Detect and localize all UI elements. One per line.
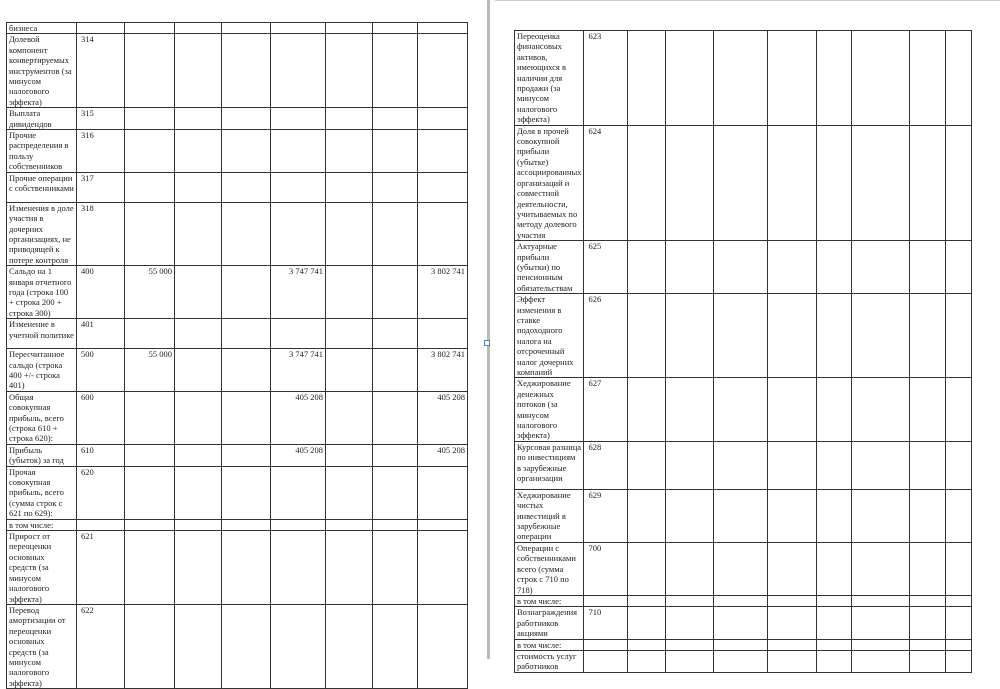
empty-cell: [714, 125, 768, 240]
empty-cell: [946, 125, 972, 240]
table-row: [7, 108, 468, 130]
empty-cell: [714, 489, 768, 542]
cell-col6: [373, 202, 418, 265]
cell-col5: [326, 466, 373, 519]
empty-cell: [666, 125, 714, 240]
document-page-right: [490, 0, 1000, 672]
empty-cell: [222, 23, 271, 34]
empty-cell: [910, 650, 946, 672]
table-row: [515, 241, 972, 294]
row-label: Доля в прочей совокупной прибыли (убытке) ассоциированных организаций и совместной деятельности, учитываемых по методу долевого участия: [515, 125, 584, 240]
row-code: 400: [77, 266, 125, 319]
empty-cell: [946, 489, 972, 542]
cell-retained-earnings: [271, 202, 326, 265]
cell-col3: [222, 202, 271, 265]
row-label: Хеджирование чистых инвестиций в зарубежные операции: [515, 489, 584, 542]
table-row: [7, 604, 468, 688]
empty-cell: [628, 595, 666, 606]
empty-cell: [817, 650, 852, 672]
empty-cell: [946, 650, 972, 672]
row-code: 627: [584, 378, 628, 441]
empty-cell: [852, 378, 910, 441]
row-code: 318: [77, 202, 125, 265]
empty-cell: [817, 294, 852, 378]
table-row: [515, 294, 972, 378]
table-row: [7, 349, 468, 392]
page-top-edge: [495, 0, 1000, 1]
cell-col2: [175, 130, 222, 173]
empty-cell: [817, 441, 852, 489]
empty-cell: [768, 31, 817, 126]
empty-cell: [946, 441, 972, 489]
cell-col3: [222, 130, 271, 173]
empty-cell: [768, 125, 817, 240]
cell-total: 3 802 741: [418, 349, 468, 392]
cell-total: [418, 319, 468, 349]
table-row: [7, 266, 468, 319]
cell-col6: [373, 349, 418, 392]
empty-cell: [666, 241, 714, 294]
cell-retained-earnings: [271, 466, 326, 519]
cell-total: [418, 202, 468, 265]
empty-cell: [910, 595, 946, 606]
empty-cell: [714, 31, 768, 126]
cell-col3: [222, 391, 271, 444]
empty-cell: [817, 378, 852, 441]
row-code: 621: [77, 531, 125, 605]
cell-col2: [175, 604, 222, 688]
cell-share-capital: [125, 466, 175, 519]
empty-cell: [852, 294, 910, 378]
cell-col5: [326, 202, 373, 265]
cell-col2: [175, 266, 222, 319]
empty-cell: [666, 294, 714, 378]
table-row: [7, 172, 468, 202]
cell-col6: [373, 108, 418, 130]
cell-total: [418, 130, 468, 173]
cell-col6: [373, 130, 418, 173]
cell-share-capital: 55 000: [125, 266, 175, 319]
row-label: Курсовая разница по инвестициям в зарубежные организации: [515, 441, 584, 489]
row-code: 401: [77, 319, 125, 349]
row-label: Операции с собственниками всего (сумма строк с 710 по 718): [515, 542, 584, 595]
table-row: [515, 125, 972, 240]
empty-cell: [910, 489, 946, 542]
row-label: Эффект изменения в ставке подоходного налога на отсроченный налог дочерних компаний: [515, 294, 584, 378]
table-row: [7, 444, 468, 466]
row-label: Изменение в учетной политике: [7, 319, 77, 349]
cell-col5: [326, 266, 373, 319]
cell-retained-earnings: 405 208: [271, 444, 326, 466]
row-label: Пересчитанное сальдо (строка 400 +/- строка 401): [7, 349, 77, 392]
cell-total: 405 208: [418, 391, 468, 444]
empty-cell: [852, 125, 910, 240]
cell-share-capital: [125, 391, 175, 444]
cell-col3: [222, 531, 271, 605]
empty-cell: [768, 441, 817, 489]
table-row: [7, 531, 468, 605]
table-row: [7, 23, 468, 34]
cell-col3: [222, 444, 271, 466]
row-code: 314: [77, 34, 125, 108]
row-label: Хеджирование денежных потоков (за минусом налогового эффекта): [515, 378, 584, 441]
row-code: 625: [584, 241, 628, 294]
table-row: [515, 595, 972, 606]
table-row: [515, 31, 972, 126]
cell-col5: [326, 531, 373, 605]
empty-cell: [910, 607, 946, 639]
cell-total: [418, 519, 468, 530]
table-row: [7, 34, 468, 108]
empty-cell: [852, 542, 910, 595]
cell-col3: [222, 349, 271, 392]
empty-cell: [768, 294, 817, 378]
table-row: [7, 519, 468, 530]
empty-cell: [768, 639, 817, 650]
empty-cell: [714, 542, 768, 595]
empty-cell: [714, 595, 768, 606]
empty-cell: [946, 378, 972, 441]
cell-total: [418, 108, 468, 130]
table-row: [515, 639, 972, 650]
cell-col3: [222, 108, 271, 130]
row-code: 622: [77, 604, 125, 688]
empty-cell: [714, 639, 768, 650]
empty-cell: [946, 607, 972, 639]
cell-col6: [373, 172, 418, 202]
cell-col5: [326, 519, 373, 530]
row-code: 710: [584, 607, 628, 639]
cell-retained-earnings: [271, 172, 326, 202]
empty-cell: [666, 31, 714, 126]
empty-cell: [628, 241, 666, 294]
row-code: 624: [584, 125, 628, 240]
cell-col6: [373, 34, 418, 108]
cell-col2: [175, 444, 222, 466]
cell-retained-earnings: [271, 34, 326, 108]
cell-retained-earnings: 405 208: [271, 391, 326, 444]
row-label: в том числе:: [7, 519, 77, 530]
empty-cell: [817, 607, 852, 639]
cell-retained-earnings: [271, 108, 326, 130]
empty-cell: [666, 595, 714, 606]
empty-cell: [852, 595, 910, 606]
row-label: Перевод амортизации от переоценки основных средств (за минусом налогового эффекта): [7, 604, 77, 688]
row-label: Прочие операции с собственниками: [7, 172, 77, 202]
empty-cell: [946, 241, 972, 294]
table-row: [515, 650, 972, 672]
row-label: Прибыль (убыток) за год: [7, 444, 77, 466]
row-code: 500: [77, 349, 125, 392]
cell-col2: [175, 34, 222, 108]
cell-col6: [373, 444, 418, 466]
row-label: в том числе:: [515, 639, 584, 650]
empty-cell: [852, 241, 910, 294]
row-label: Вознаграждения работников акциями: [515, 607, 584, 639]
empty-cell: [910, 31, 946, 126]
empty-cell: [666, 378, 714, 441]
empty-cell: [817, 125, 852, 240]
empty-cell: [910, 542, 946, 595]
empty-cell: [628, 542, 666, 595]
cell-share-capital: [125, 604, 175, 688]
empty-cell: [714, 607, 768, 639]
empty-cell: [910, 441, 946, 489]
empty-cell: [910, 294, 946, 378]
cell-col2: [175, 319, 222, 349]
empty-cell: [817, 595, 852, 606]
row-label: бизнеса: [7, 23, 77, 34]
empty-cell: [768, 241, 817, 294]
cell-col3: [222, 604, 271, 688]
cell-col6: [373, 391, 418, 444]
cell-col2: [175, 108, 222, 130]
empty-cell: [373, 23, 418, 34]
row-code: 315: [77, 108, 125, 130]
cell-col6: [373, 466, 418, 519]
cell-share-capital: [125, 519, 175, 530]
empty-cell: [714, 294, 768, 378]
cell-col5: [326, 604, 373, 688]
cell-total: [418, 531, 468, 605]
empty-cell: [714, 650, 768, 672]
row-code: 629: [584, 489, 628, 542]
row-label: Общая совокупная прибыль, всего (строка 610 + строка 620):: [7, 391, 77, 444]
table-row: [515, 607, 972, 639]
empty-cell: [714, 441, 768, 489]
cell-col5: [326, 130, 373, 173]
row-label: Прочие распределения в пользу собственников: [7, 130, 77, 173]
empty-cell: [628, 607, 666, 639]
cell-retained-earnings: [271, 519, 326, 530]
cell-total: 405 208: [418, 444, 468, 466]
cell-col3: [222, 266, 271, 319]
cell-total: [418, 172, 468, 202]
row-code: 623: [584, 31, 628, 126]
row-label: Выплата дивидендов: [7, 108, 77, 130]
table-row: [7, 202, 468, 265]
empty-cell: [628, 639, 666, 650]
table-row: [7, 466, 468, 519]
empty-cell: [175, 23, 222, 34]
row-code: [584, 650, 628, 672]
empty-cell: [418, 23, 468, 34]
row-label: Переоценка финансовых активов, имеющихся в наличии для продажи (за минусом налогового эффекта): [515, 31, 584, 126]
row-label: Прирост от переоценки основных средств (за минусом налогового эффекта): [7, 531, 77, 605]
empty-cell: [628, 31, 666, 126]
cell-share-capital: 55 000: [125, 349, 175, 392]
row-code: [584, 639, 628, 650]
cell-col3: [222, 466, 271, 519]
cell-share-capital: [125, 108, 175, 130]
empty-cell: [628, 378, 666, 441]
empty-cell: [817, 639, 852, 650]
empty-cell: [946, 31, 972, 126]
cell-col5: [326, 391, 373, 444]
row-code: 317: [77, 172, 125, 202]
empty-cell: [714, 378, 768, 441]
table-row: [7, 130, 468, 173]
empty-cell: [628, 441, 666, 489]
empty-cell: [768, 489, 817, 542]
table-row: [515, 489, 972, 542]
empty-cell: [326, 23, 373, 34]
row-code: [584, 595, 628, 606]
row-label: Сальдо на 1 января отчетного года (строка 100 + строка 200 + строка 300): [7, 266, 77, 319]
cell-col5: [326, 172, 373, 202]
cell-total: [418, 604, 468, 688]
empty-cell: [817, 542, 852, 595]
cell-share-capital: [125, 202, 175, 265]
cell-total: 3 802 741: [418, 266, 468, 319]
empty-cell: [817, 31, 852, 126]
row-code: 600: [77, 391, 125, 444]
empty-cell: [768, 607, 817, 639]
cell-retained-earnings: [271, 531, 326, 605]
empty-cell: [946, 542, 972, 595]
cell-retained-earnings: 3 747 741: [271, 349, 326, 392]
cell-col2: [175, 202, 222, 265]
empty-cell: [271, 23, 326, 34]
empty-cell: [768, 650, 817, 672]
cell-col6: [373, 319, 418, 349]
row-code: 626: [584, 294, 628, 378]
equity-changes-table-left: [6, 22, 468, 689]
cell-col5: [326, 34, 373, 108]
cell-col3: [222, 34, 271, 108]
empty-cell: [628, 125, 666, 240]
cell-col2: [175, 391, 222, 444]
empty-cell: [666, 542, 714, 595]
empty-cell: [852, 650, 910, 672]
row-code: 628: [584, 441, 628, 489]
cell-retained-earnings: [271, 319, 326, 349]
cell-share-capital: [125, 34, 175, 108]
empty-cell: [852, 639, 910, 650]
cell-col2: [175, 466, 222, 519]
cell-share-capital: [125, 172, 175, 202]
empty-cell: [946, 595, 972, 606]
cell-share-capital: [125, 444, 175, 466]
cell-col5: [326, 108, 373, 130]
row-code: 620: [77, 466, 125, 519]
cell-retained-earnings: 3 747 741: [271, 266, 326, 319]
empty-cell: [666, 639, 714, 650]
cell-col3: [222, 519, 271, 530]
cell-col6: [373, 531, 418, 605]
empty-cell: [628, 294, 666, 378]
row-label: стоимость услуг работников: [515, 650, 584, 672]
row-code: 700: [584, 542, 628, 595]
cell-col6: [373, 519, 418, 530]
cell-col2: [175, 519, 222, 530]
empty-cell: [852, 31, 910, 126]
empty-cell: [910, 378, 946, 441]
empty-cell: [910, 241, 946, 294]
cell-col6: [373, 604, 418, 688]
empty-cell: [666, 441, 714, 489]
empty-cell: [852, 489, 910, 542]
table-row: [7, 391, 468, 444]
table-row: [515, 542, 972, 595]
empty-cell: [628, 489, 666, 542]
cell-total: [418, 34, 468, 108]
document-page-left: [0, 0, 487, 688]
row-code: 610: [77, 444, 125, 466]
row-label: Прочая совокупная прибыль, всего (сумма строк с 621 по 629):: [7, 466, 77, 519]
cell-col3: [222, 319, 271, 349]
empty-cell: [852, 607, 910, 639]
row-code: [77, 519, 125, 530]
cell-total: [418, 466, 468, 519]
table-row: [515, 441, 972, 489]
empty-cell: [817, 489, 852, 542]
cell-col6: [373, 266, 418, 319]
empty-cell: [666, 489, 714, 542]
empty-cell: [768, 378, 817, 441]
empty-cell: [910, 639, 946, 650]
empty-cell: [946, 639, 972, 650]
cell-share-capital: [125, 531, 175, 605]
empty-cell: [714, 241, 768, 294]
cell-share-capital: [125, 130, 175, 173]
empty-cell: [817, 241, 852, 294]
cell-col3: [222, 172, 271, 202]
cell-col5: [326, 444, 373, 466]
row-label: Изменения в доле участия в дочерних организациях, не приводящей к потере контроля: [7, 202, 77, 265]
empty-cell: [77, 23, 125, 34]
equity-changes-table-right: [514, 30, 972, 673]
empty-cell: [852, 441, 910, 489]
empty-cell: [768, 542, 817, 595]
row-code: 316: [77, 130, 125, 173]
cell-share-capital: [125, 319, 175, 349]
cell-retained-earnings: [271, 130, 326, 173]
empty-cell: [910, 125, 946, 240]
row-label: в том числе:: [515, 595, 584, 606]
cell-col5: [326, 319, 373, 349]
empty-cell: [125, 23, 175, 34]
empty-cell: [946, 294, 972, 378]
row-label: Долевой компонент конвертируемых инструментов (за минусом налогового эффекта): [7, 34, 77, 108]
cell-col2: [175, 349, 222, 392]
cell-col5: [326, 349, 373, 392]
cell-col2: [175, 172, 222, 202]
empty-cell: [666, 650, 714, 672]
cell-retained-earnings: [271, 604, 326, 688]
table-row: [515, 378, 972, 441]
empty-cell: [628, 650, 666, 672]
empty-cell: [666, 607, 714, 639]
table-row: [7, 319, 468, 349]
empty-cell: [768, 595, 817, 606]
row-label: Актуарные прибыли (убытки) по пенсионным обязательствам: [515, 241, 584, 294]
cell-col2: [175, 531, 222, 605]
